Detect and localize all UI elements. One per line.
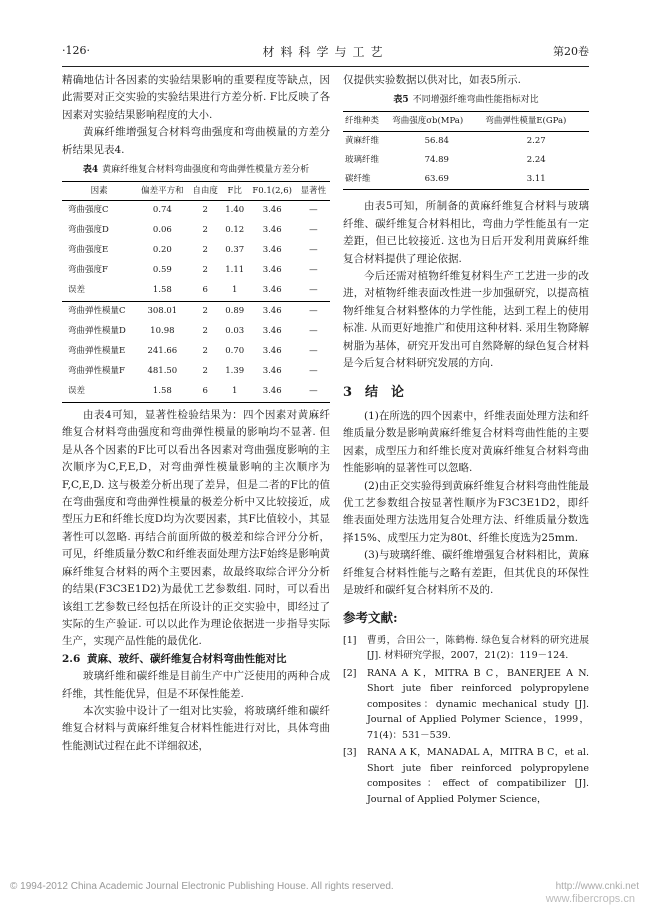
table-cell: 弯曲弹性模量D: [68, 326, 126, 337]
table-row: [62, 382, 330, 403]
table-header-cell: F0.1(2,6): [248, 182, 297, 201]
table-cell: 2: [189, 302, 222, 323]
table-row: [62, 281, 330, 302]
paragraph: 由表4可知，显著性检验结果为：四个因素对黄麻纤维复合材料弯曲强度和弯曲弹性模量的影响均不显著. 但是从各个因素的F比可以看出各因素对弯曲强度影响的主次顺序为C,F,E,D，对弯曲弹性模量影响的主次顺序为F,C,E,D. 这与极差分析出现了差异，但是二者的F比的值在弯曲强度和弯曲弹性模量的极差分析中又比较接近，成型压力E和纤维长度D均为次要因素，其F比值较小，其显著性可以忽略. 再结合前面所做的极差和综合评分分析，可见，纤维质量分数C和纤维表面处理方法F始终是影响黄麻纤维复合材料的两个主要因素，故最终取综合评分分析的结果(F3C3E1D2)为最优工艺参数组. 同时，可以看出该组工艺参数已经包括在所设计的正交实验中，即经过了实际的生产验证. 可以以此作为理论依据进一步指导实际生产，实现产品性能的最优化.: [62, 409, 330, 648]
section-heading: [343, 384, 589, 401]
table-cell: 481.50: [147, 366, 178, 377]
table-row: [62, 221, 330, 241]
table-cell: 0.59: [152, 265, 172, 276]
table-cell: —: [309, 265, 318, 276]
table-cell: 0.06: [152, 225, 172, 236]
page-number: ·126·: [62, 44, 90, 57]
table-row: [62, 302, 330, 323]
table-header-cell: 显著性: [297, 182, 330, 201]
table-cell: 弯曲强度D: [68, 225, 109, 236]
table-cell: 1.58: [136, 382, 188, 403]
table-row: [62, 241, 330, 261]
table5-caption: [343, 93, 589, 108]
conclusion-item: (2)由正交实验得到黄麻纤维复合材料弯曲性能最优工艺参数组合按显著性顺序为F3C3E1D2，即纤维表面处理方法选用复合处理方法、纤维质量分数选择15%、成型压力定为80t、纤维长度选为25mm.: [343, 479, 589, 544]
table-cell: —: [309, 245, 318, 256]
table-cell: 弯曲弹性模量F: [68, 366, 125, 377]
table-cell: 3.46: [262, 346, 282, 357]
table-cell: 2: [202, 225, 208, 236]
table-cell: —: [309, 346, 318, 357]
subsection-number: 2.6: [62, 652, 81, 665]
journal-title: 材料科学与工艺: [262, 45, 389, 59]
table-cell: 黄麻纤维: [345, 136, 380, 147]
table-cell: 2: [202, 245, 208, 256]
table-title: 黄麻纤维复合材料弯曲强度和弯曲弹性模量方差分析: [102, 165, 310, 176]
table-cell: 1: [232, 285, 238, 296]
paragraph: 本次实验中设计了一组对比实验，将玻璃纤维和碳纤维复合材料与黄麻纤维复合材料性能进行对比，具体弯曲性能测试过程在此不详细叙述，: [62, 704, 330, 752]
table-cell: —: [297, 302, 330, 323]
table-label: 表5: [393, 95, 409, 106]
table-header-cell: 自由度: [189, 182, 222, 201]
table-cell: 3.46: [262, 265, 282, 276]
footer-url: http://www.cnki.net: [555, 881, 639, 892]
reference-number: [2]: [343, 667, 357, 679]
paragraph: 黄麻纤维增强复合材料弯曲强度和弯曲模量的方差分析结果见表4.: [62, 126, 330, 156]
table-cell: 0.37: [225, 245, 245, 256]
table-cell: 3.46: [262, 326, 282, 337]
table-cell: 0.89: [222, 302, 248, 323]
table-cell: 2.24: [526, 155, 546, 166]
table-row: [62, 322, 330, 342]
references-heading: 参考文献:: [343, 610, 398, 626]
table-header-cell: 弯曲弹性模量E(GPa): [483, 112, 589, 132]
copyright-text: © 1994-2012 China Academic Journal Electronic Publishing House. All rights reserved.: [10, 881, 394, 892]
table-label: 表4: [82, 165, 99, 176]
table5: [343, 111, 589, 190]
table-cell: 2: [202, 366, 208, 377]
table-cell: 1.40: [225, 205, 245, 216]
section-number: 3: [343, 385, 353, 401]
table-cell: 弯曲弹性模量E: [68, 346, 126, 357]
table-cell: 10.98: [150, 326, 175, 337]
table-cell: 1.58: [152, 285, 172, 296]
table-cell: 3.46: [248, 302, 297, 323]
table-cell: 3.46: [262, 205, 282, 216]
table-row: [343, 170, 589, 190]
table-cell: —: [309, 326, 318, 337]
table-cell: 1.39: [225, 366, 245, 377]
table-cell: 误差: [68, 285, 86, 296]
reference-text: RANA A K，MANADAL A，MITRA B C，et al. Short jute fiber reinforced polypropylene composites：effect of compatibilizer [J]. Journal of Applied Polymer Science，: [367, 747, 589, 805]
header-rule: [62, 66, 589, 67]
table-cell: 6: [189, 382, 222, 403]
reference-item: [343, 666, 589, 744]
table-row: [343, 132, 589, 152]
table-cell: 6: [202, 285, 208, 296]
reference-number: [3]: [343, 747, 357, 759]
table-cell: 2: [202, 265, 208, 276]
table4: [62, 181, 330, 403]
table-cell: 3.46: [262, 285, 282, 296]
table-cell: 2.27: [526, 136, 546, 147]
table-cell: 玻璃纤维: [345, 155, 380, 166]
table-cell: 弯曲强度F: [68, 265, 108, 276]
table-cell: —: [309, 205, 318, 216]
watermark-text: www.fibercrops.cn: [545, 893, 635, 905]
table-cell: 74.89: [424, 155, 449, 166]
table-cell: 0.20: [152, 245, 172, 256]
table-cell: 2: [202, 205, 208, 216]
subsection-title: 黄麻、玻纤、碳纤维复合材料弯曲性能对比: [86, 652, 287, 665]
table-header-cell: F比: [222, 182, 248, 201]
table-cell: 3.46: [262, 366, 282, 377]
left-column: [62, 72, 330, 755]
table-cell: 0.70: [225, 346, 245, 357]
table-row: [62, 342, 330, 362]
table-header-cell: 弯曲强度σb(MPa): [390, 112, 483, 132]
table-cell: 3.46: [248, 382, 297, 403]
table-row: [62, 261, 330, 281]
reference-text: 曹勇，合田公一，陈鹤梅. 绿色复合材料的研究进展[J]. 材料研究学报，2007，21(2)：119－124.: [367, 634, 589, 662]
table-cell: 3.11: [483, 170, 589, 190]
table-cell: 弯曲强度C: [68, 205, 109, 216]
table-header-cell: 因素: [62, 182, 136, 201]
reference-list: [343, 633, 589, 808]
right-column: [343, 72, 589, 809]
table-cell: 0.12: [225, 225, 245, 236]
conclusion-item: (1)在所选的四个因素中，纤维表面处理方法和纤维质量分数是影响黄麻纤维复合材料弯曲性能的主要因素，成型压力和纤维长度对黄麻纤维复合材料弯曲性能影响的显著性可以忽略.: [343, 409, 589, 475]
conclusion-item: (3)与玻璃纤维、碳纤维增强复合材料相比，黄麻纤维复合材料性能与之略有差距，但其优良的环保性是玻纤和碳纤复合材料所不及的.: [343, 549, 589, 596]
reference-number: [1]: [343, 634, 357, 646]
table-cell: 3.46: [262, 245, 282, 256]
table4-caption: [62, 163, 330, 178]
subsection-heading: [62, 651, 330, 668]
table-cell: 弯曲强度E: [68, 245, 109, 256]
table-cell: 63.69: [390, 170, 483, 190]
table-title: 不同增强纤维弯曲性能指标对比: [412, 95, 539, 106]
table-header-cell: 纤维种类: [343, 112, 390, 132]
paragraph: 由表5可知，所制备的黄麻纤维复合材料与玻璃纤维、碳纤维复合材料相比，弯曲力学性能虽有一定差距，但已比较接近. 这也为日后开发利用黄麻纤维复合材料提供了理论依据.: [343, 200, 589, 265]
table-header-cell: 偏差平方和: [136, 182, 188, 201]
table-cell: —: [297, 382, 330, 403]
table-cell: 1.11: [225, 265, 245, 276]
table-cell: —: [309, 225, 318, 236]
table-cell: 2: [202, 326, 208, 337]
reference-item: [343, 633, 589, 664]
table-cell: 0.74: [152, 205, 172, 216]
reference-item: [343, 745, 589, 807]
paragraph: 精确地估计各因素的实验结果影响的重要程度等缺点，因此需要对正交实验的实验结果进行方差分析. F比反映了各因素对实验结果影响程度的大小.: [62, 74, 330, 121]
table-cell: 碳纤维: [343, 170, 390, 190]
table-row: [62, 362, 330, 382]
table-cell: —: [309, 366, 318, 377]
table-cell: 308.01: [136, 302, 188, 323]
reference-text: RANA A K，MITRA B C，BANERJEE A N. Short jute fiber reinforced polypropylene composites：dynamic mechanical study [J]. Journal of Applied Polymer Science，1999，71(4)：531－539.: [367, 667, 589, 741]
table-cell: 弯曲弹性模量C: [62, 302, 136, 323]
table-cell: 误差: [62, 382, 136, 403]
volume-label: 第20卷: [553, 45, 589, 58]
table-cell: 56.84: [424, 136, 449, 147]
table-cell: 241.66: [147, 346, 178, 357]
table-cell: —: [309, 285, 318, 296]
table-row: [62, 201, 330, 222]
copyright-footer: [10, 881, 639, 892]
table-cell: 0.03: [225, 326, 245, 337]
table-cell: 1: [222, 382, 248, 403]
paragraph: 今后还需对植物纤维复材料生产工艺进一步的改进，对植物纤维表面改性进一步加强研究，以提高植物纤维复合材料整体的力学性能，达到工程上的使用标准. 从而更好地推广和使用这种材料. 采用生物降解树脂为基体，研究开发出可自然降解的绿色复合材料是今后复合材料研究发展的方向.: [343, 270, 589, 370]
table-cell: 3.46: [262, 225, 282, 236]
running-header: [62, 40, 589, 62]
paragraph: 玻璃纤维和碳纤维是目前生产中广泛使用的两种合成纤维，其性能优异，但是不环保性能差.: [62, 670, 330, 700]
paragraph: 仅提供实验数据以供对比，如表5所示.: [343, 74, 522, 86]
table-row: [343, 151, 589, 170]
table-cell: 2: [202, 346, 208, 357]
section-title: 结 论: [365, 385, 405, 401]
